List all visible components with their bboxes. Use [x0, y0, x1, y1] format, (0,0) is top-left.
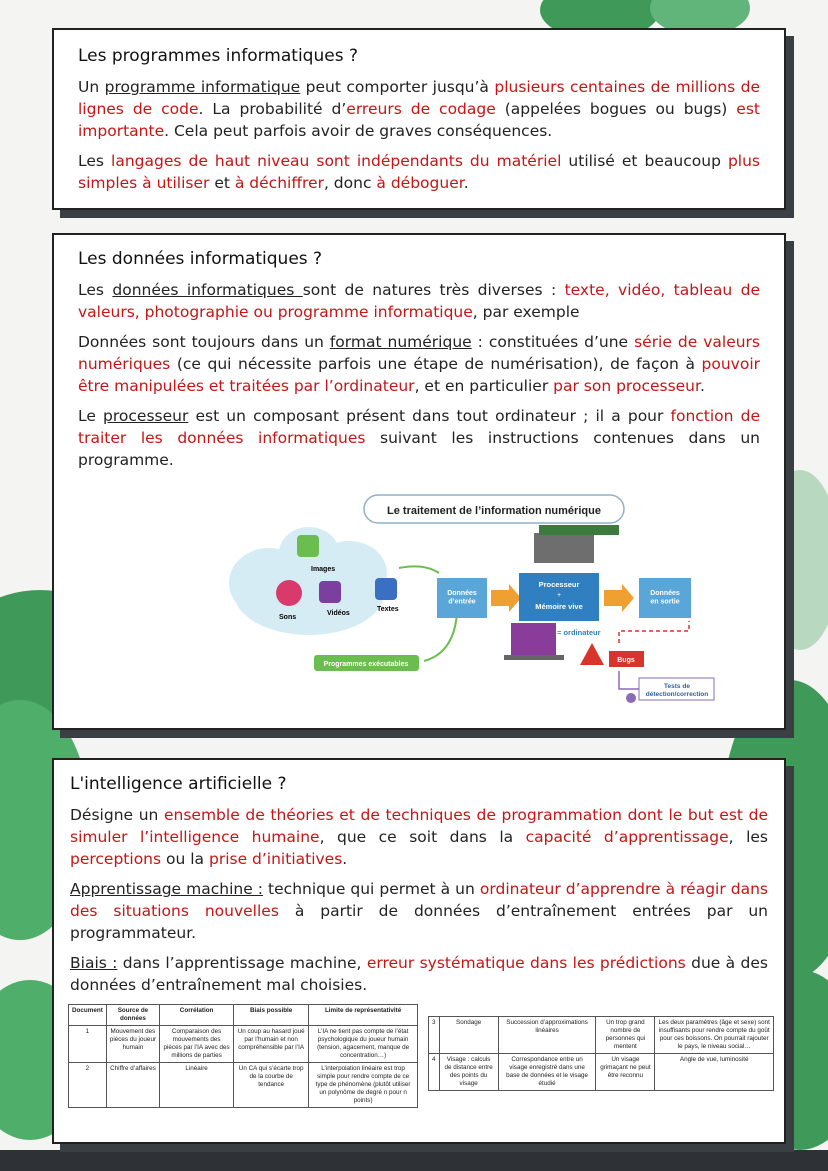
images-label: Images	[311, 566, 336, 573]
bias-table-1	[68, 1004, 418, 1108]
section-title: L'intelligence artificielle ?	[70, 774, 287, 794]
ordinateur-label: = ordinateur	[557, 628, 601, 637]
paragraph: Les données informatiques sont de natures très diverses : texte, vidéo, tableau de valeurs, photographie ou programme informatique, par exemple	[78, 281, 761, 321]
warning-icon	[580, 643, 604, 665]
donnees-card	[52, 233, 786, 730]
tests-label: Tests de détection/correction	[645, 683, 709, 698]
bugs-text: Bugs	[617, 657, 635, 664]
table-header: Document	[69, 1005, 107, 1026]
table-row: 2 Chiffre d’affaires Linéaire Un CA qui s’écarte trop de la courbe de tendance L’interpolation linéaire est trop simple pour rendre compte de ce type de phénomène (plutôt utiliser un polynôme de degré n pour n points)	[69, 1063, 418, 1108]
textes-icon	[375, 578, 397, 600]
table-header: Limite de représentativité	[309, 1005, 418, 1026]
table-row: 1 Mouvement des pièces du joueur humain Comparaison des mouvements des pièces par l’IA avec des millions de parties Un coup au hasard joué par l’humain et non compréhensible par l’IA L’IA ne tient pas compte de l’état psychologique du joueur humain (tension, agacement, manque de concentration…)	[69, 1026, 418, 1063]
paragraph: Un programme informatique peut comporter jusqu’à plusieurs centaines de millions de lignes de code. La probabilité d’erreurs de codage (appelées bogues ou bugs) est importante. Cela peut parfois avoir de graves conséquences.	[78, 78, 761, 140]
sons-icon	[276, 580, 302, 606]
table-header: Biais possible	[234, 1005, 309, 1026]
table-row: 4 Visage : calculs de distance entre des points du visage Correspondance entre un visage enregistré dans une base de données et le visage étudié Un visage grimaçant ne peut être reconnu Angle de vue, luminosité	[429, 1054, 774, 1091]
cpu-icon	[534, 533, 594, 563]
arrow-icon	[604, 584, 634, 612]
sons-label: Sons	[279, 614, 297, 621]
processeur-label: Processeur	[538, 580, 580, 589]
table-header: Corrélation	[160, 1005, 234, 1026]
section-title: Les programmes informatiques ?	[78, 46, 358, 66]
minus-icon	[626, 693, 636, 703]
sortie-label: Données en sortie	[650, 590, 680, 606]
information-processing-diagram	[199, 493, 739, 718]
arrow-icon	[399, 566, 439, 573]
images-icon	[297, 535, 319, 557]
ia-card	[52, 758, 786, 1144]
videos-label: Vidéos	[327, 610, 350, 617]
memoire-label: Mémoire vive	[535, 602, 583, 611]
programmes-card	[52, 28, 786, 210]
table-header: Source de données	[106, 1005, 159, 1026]
memory-icon	[539, 525, 619, 535]
programmes-label: Programmes exécutables	[323, 661, 409, 668]
paragraph: Biais : dans l’apprentissage machine, erreur systématique dans les prédictions due à des données d’entraînement mal choisies.	[70, 954, 768, 994]
section-title: Les données informatiques ?	[78, 249, 323, 269]
arrow-icon	[491, 584, 521, 612]
bias-table-2	[428, 1016, 774, 1091]
diagram-title: Le traitement de l’information numérique	[387, 505, 601, 517]
videos-icon	[319, 581, 341, 603]
dashed-arrow-icon	[619, 621, 689, 643]
paragraph: Le processeur est un composant présent dans tout ordinateur ; il a pour fonction de traiter les données informatiques suivant les instructions contenues dans un programme.	[78, 407, 761, 469]
paragraph: Désigne un ensemble de théories et de techniques de programmation dont le but est de simuler l’intelligence humaine, que ce soit dans la capacité d’apprentissage, les perceptions ou la prise d’initiatives.	[70, 806, 769, 868]
arrow-icon	[619, 671, 639, 689]
table-row: 3 Sondage Succession d’approximations linéaires Un trop grand nombre de personnes qui mentent Les deux paramètres (âge et sexe) sont insuffisants pour rendre compte du goût pour ces boissons. On pourrait rajouter le pays, le niveau social…	[429, 1017, 774, 1054]
laptop-icon	[511, 623, 556, 655]
paragraph: Données sont toujours dans un format numérique : constituées d’une série de valeurs numériques (ce qui nécessite parfois une étape de numérisation), de façon à pouvoir être manipulées et traitées par l’ordinateur, et en particulier par son processeur.	[78, 333, 760, 395]
arrow-icon	[424, 613, 457, 661]
entree-label: Données d’entrée	[447, 590, 477, 606]
textes-label: Textes	[377, 606, 399, 613]
paragraph: Apprentissage machine : technique qui permet à un ordinateur d’apprendre à réagir dans des situations nouvelles à partir de données d’entraînement entrées par un programmateur.	[70, 880, 769, 942]
plus-label: +	[556, 592, 562, 599]
paragraph: Les langages de haut niveau sont indépendants du matériel utilisé et beaucoup plus simples à utiliser et à déchiffrer, donc à déboguer.	[78, 152, 760, 192]
